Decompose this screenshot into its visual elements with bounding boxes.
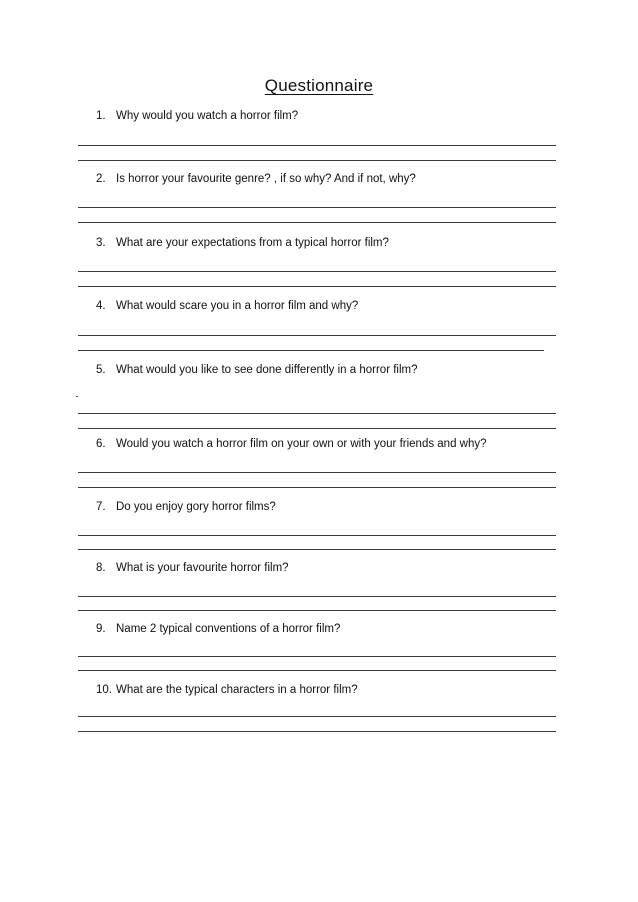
answer-line[interactable] — [78, 350, 544, 351]
question-text: What would you like to see done differently in a horror film? — [116, 364, 418, 376]
question-7 — [96, 500, 276, 514]
question-number: 8. — [96, 562, 106, 574]
answer-line[interactable] — [78, 472, 556, 473]
question-number: 9. — [96, 623, 106, 635]
answer-line[interactable] — [78, 207, 556, 208]
answer-line[interactable] — [78, 656, 556, 657]
question-text: Why would you watch a horror film? — [116, 110, 299, 122]
question-3 — [96, 236, 389, 250]
answer-line[interactable] — [78, 731, 556, 732]
answer-line[interactable] — [78, 222, 556, 223]
question-5 — [96, 363, 418, 377]
question-text: What are the typical characters in a horror film? — [116, 684, 358, 696]
question-number: 4. — [96, 300, 106, 312]
answer-line[interactable] — [78, 271, 556, 272]
question-9 — [96, 622, 340, 636]
question-text: What is your favourite horror film? — [116, 562, 289, 574]
question-text: What are your expectations from a typical horror film? — [116, 237, 389, 249]
question-number: 1. — [96, 110, 106, 122]
answer-line[interactable] — [78, 428, 556, 429]
answer-line[interactable] — [78, 596, 556, 597]
question-text: What would scare you in a horror film and why? — [116, 300, 359, 312]
answer-line[interactable] — [78, 487, 556, 488]
question-10 — [96, 683, 358, 697]
answer-line[interactable] — [78, 160, 556, 161]
question-text: Is horror your favourite genre? , if so why? And if not, why? — [116, 173, 416, 185]
question-number: 3. — [96, 237, 106, 249]
question-number: 5. — [96, 364, 106, 376]
answer-line[interactable] — [78, 535, 556, 536]
question-number: 10. — [96, 684, 112, 696]
question-text: Would you watch a horror film on your own or with your friends and why? — [116, 438, 487, 450]
page-title: Questionnaire — [264, 76, 374, 95]
answer-line[interactable] — [78, 716, 556, 717]
answer-line[interactable] — [78, 413, 556, 414]
answer-line[interactable] — [78, 670, 556, 671]
question-8 — [96, 561, 289, 575]
question-6 — [96, 437, 487, 451]
stray-mark — [76, 396, 78, 397]
answer-line[interactable] — [78, 145, 556, 146]
answer-line[interactable] — [78, 335, 556, 336]
question-2 — [96, 172, 416, 186]
answer-line[interactable] — [78, 610, 556, 611]
question-4 — [96, 299, 358, 313]
answer-line[interactable] — [78, 286, 556, 287]
question-number: 2. — [96, 173, 106, 185]
question-1 — [96, 109, 298, 123]
question-text: Do you enjoy gory horror films? — [116, 501, 276, 513]
question-text: Name 2 typical conventions of a horror film? — [116, 623, 341, 635]
question-number: 6. — [96, 438, 106, 450]
answer-line[interactable] — [78, 549, 556, 550]
question-number: 7. — [96, 501, 106, 513]
